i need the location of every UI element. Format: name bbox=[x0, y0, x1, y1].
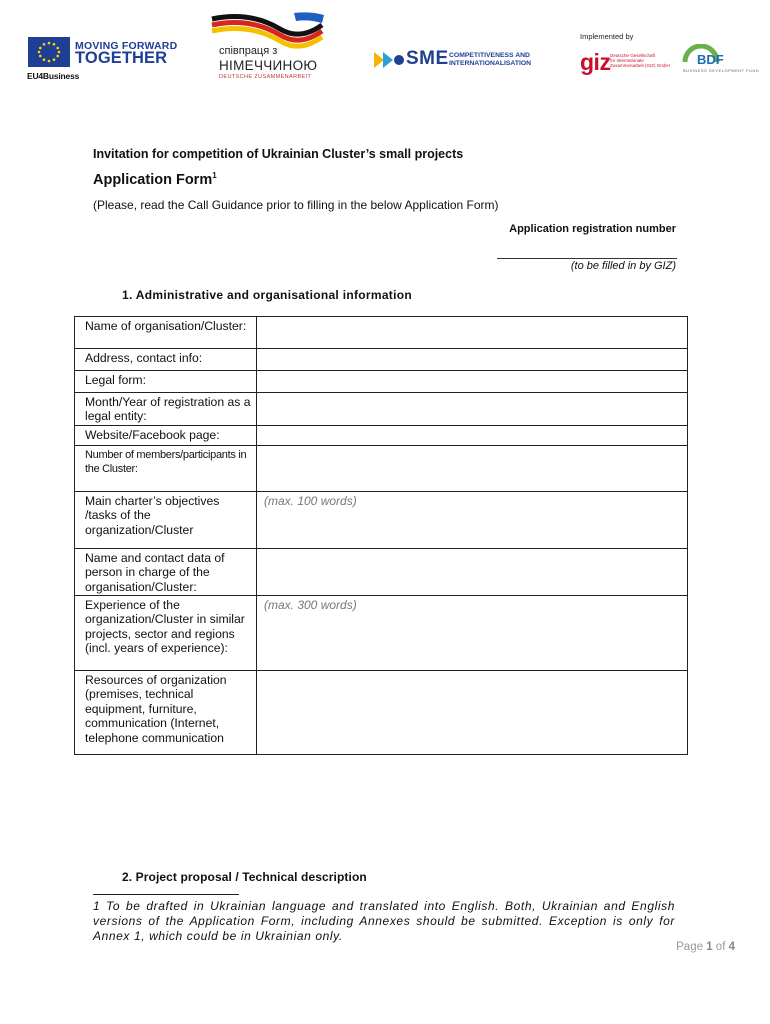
page-prefix: Page bbox=[676, 941, 707, 953]
registration-number-field[interactable] bbox=[497, 258, 677, 259]
table-row bbox=[75, 492, 688, 549]
footnote-divider bbox=[93, 894, 239, 895]
table-row bbox=[75, 317, 688, 349]
section-2-heading: 2. Project proposal / Technical description bbox=[122, 870, 367, 884]
table-row bbox=[75, 596, 688, 671]
page-current: 1 bbox=[706, 941, 713, 953]
giz-logo: giz bbox=[580, 49, 611, 75]
row-value-field[interactable] bbox=[257, 393, 688, 426]
page-title bbox=[93, 171, 217, 188]
page-total: 4 bbox=[728, 941, 735, 953]
giz-subtitle-line3: Zusammenarbeit (GIZ) GmbH bbox=[610, 63, 670, 68]
row-value-field[interactable]: (max. 100 words) bbox=[257, 492, 688, 549]
row-value-field[interactable] bbox=[257, 671, 688, 755]
section-1-heading: 1. Administrative and organisational information bbox=[122, 288, 412, 302]
footnote-text: 1 To be drafted in Ukrainian language and translated into English. Both, Ukrainian and English versions of the Application Form, including Annexes should be submitted. Exception is only for Annex 1, which could be in Ukrainian only. bbox=[93, 899, 675, 943]
row-label: Legal form: bbox=[75, 371, 257, 393]
row-label: Name and contact data of person in charge of the organisation/Cluster: bbox=[75, 549, 257, 596]
eu-flag-icon bbox=[28, 37, 70, 67]
row-label: Name of organisation/Cluster: bbox=[75, 317, 257, 349]
eu4business-label: EU4Business bbox=[27, 71, 80, 81]
table-row bbox=[75, 671, 688, 755]
invitation-heading: Invitation for competition of Ukrainian Cluster’s small projects bbox=[93, 147, 464, 161]
row-label: Main charter’s objectives /tasks of the organization/Cluster bbox=[75, 492, 257, 549]
row-value-field[interactable]: (max. 300 words) bbox=[257, 596, 688, 671]
table-row bbox=[75, 393, 688, 426]
row-value-field[interactable] bbox=[257, 446, 688, 492]
giz-subtitle-line1: Deutsche Gesellschaft bbox=[610, 53, 656, 58]
organisation-info-table bbox=[74, 316, 688, 755]
page-of: of bbox=[712, 941, 729, 953]
row-label: Number of members/participants in the Cluster: bbox=[75, 446, 257, 492]
sme-subtitle-line2: INTERNATIONALISATION bbox=[449, 60, 532, 67]
table-row bbox=[75, 426, 688, 446]
footnote-ref: 1 bbox=[212, 171, 217, 180]
row-value-field[interactable] bbox=[257, 371, 688, 393]
sme-subtitle-line1: COMPETITIVENESS AND bbox=[449, 52, 530, 59]
table-row bbox=[75, 349, 688, 371]
giz-subtitle-line2: für Internationale bbox=[610, 58, 644, 63]
row-value-field[interactable] bbox=[257, 549, 688, 596]
eu-slogan-line1: MOVING FORWARD bbox=[75, 40, 178, 52]
table-row bbox=[75, 371, 688, 393]
row-label: Website/Facebook page: bbox=[75, 426, 257, 446]
bdf-subtitle: BUSINESS DEVELOPMENT FUND bbox=[683, 68, 760, 73]
row-label: Month/Year of registration as a legal entity: bbox=[75, 393, 257, 426]
sme-title: SME bbox=[406, 48, 449, 69]
implemented-by-label: Implemented by bbox=[580, 32, 634, 41]
guidance-note: (Please, read the Call Guidance prior to filling in the below Application Form) bbox=[93, 198, 499, 212]
coop-label-line2: НІМЕЧЧИНОЮ bbox=[219, 58, 318, 73]
page-indicator bbox=[676, 941, 735, 953]
coop-label-line1: співпраця з bbox=[219, 45, 278, 57]
page-title-text: Application Form bbox=[93, 171, 213, 188]
row-label: Resources of organization (premises, technical equipment, furniture, communication (Internet, telephone communication bbox=[75, 671, 257, 755]
registration-note: (to be filled in by GIZ) bbox=[570, 260, 676, 272]
row-value-field[interactable] bbox=[257, 426, 688, 446]
row-value-field[interactable] bbox=[257, 349, 688, 371]
row-value-field[interactable] bbox=[257, 317, 688, 349]
row-label: Experience of the organization/Cluster in similar projects, sector and regions (incl. years of experience): bbox=[75, 596, 257, 671]
eu-slogan-line2: TOGETHER bbox=[75, 49, 168, 67]
table-row bbox=[75, 446, 688, 492]
sme-arrows-icon bbox=[372, 47, 406, 73]
registration-number-label: Application registration number bbox=[509, 223, 676, 235]
table-row bbox=[75, 549, 688, 596]
bdf-logo: BDF bbox=[697, 52, 724, 67]
row-label: Address, contact info: bbox=[75, 349, 257, 371]
coop-label-line3: DEUTSCHE ZUSAMMENARBEIT bbox=[219, 74, 312, 80]
